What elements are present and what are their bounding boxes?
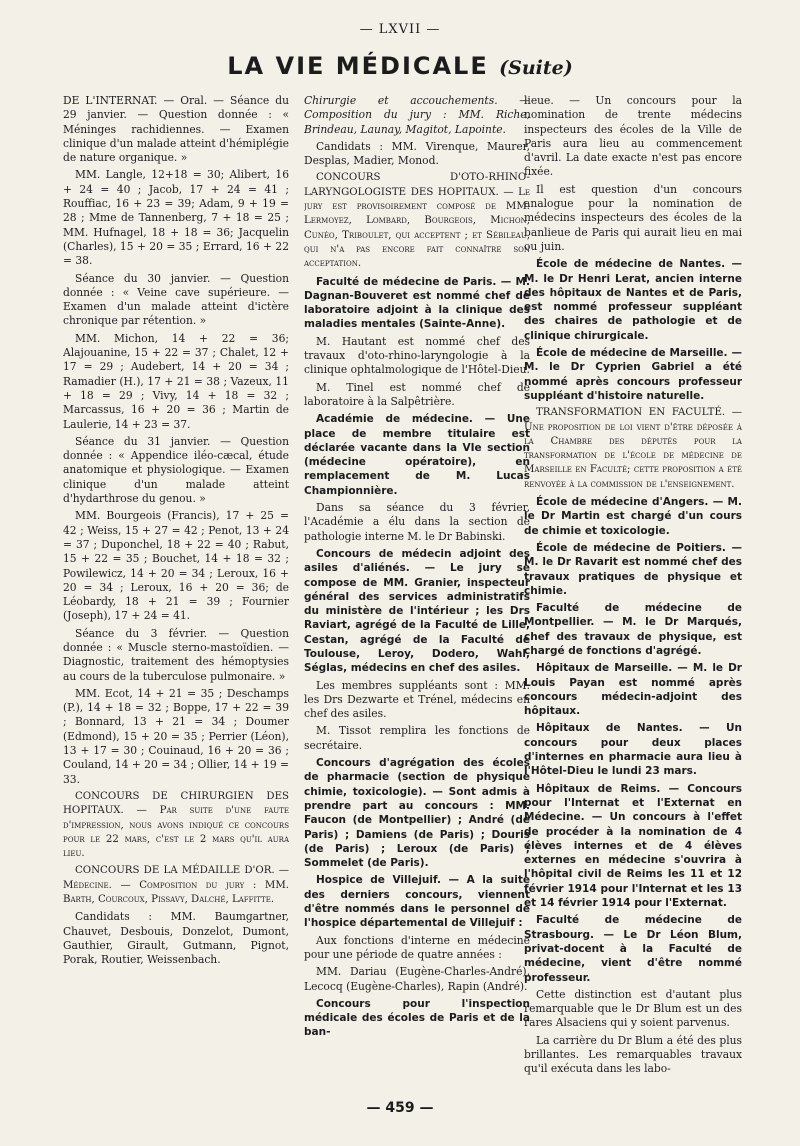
paragraph: Chirurgie et accouchements. — Composition du jury : MM. Riche, Brindeau, Launay, Magitot, Lapointe.: [304, 94, 530, 136]
paragraph: Candidats : MM. Virenque, Maurer, Desplas, Madier, Monod.: [304, 139, 530, 168]
section-paragraph: Concours pour l'inspection médicale des écoles de Paris et de la ban-: [304, 997, 530, 1039]
text-column-1: [63, 94, 289, 1090]
paragraph: DE L'INTERNAT. — Oral. — Séance du 29 janvier. — Question donnée : « Méninges rachidiennes. — Examen clinique d'un malade atteint d'hémiplégie de nature organique. »: [63, 94, 289, 165]
paragraph: Séance du 3 février. — Question donnée : « Muscle sterno-mastoïdien. — Diagnostic, traitement des hémoptysies au cours de la tuberculose pulmonaire. »: [63, 626, 289, 683]
page-number: — 459 —: [366, 1100, 434, 1116]
paragraph: MM. Bourgeois (Francis), 17 + 25 = 42 ; Weiss, 15 + 27 = 42 ; Penot, 13 + 24 = 37 ; Duponchel, 18 + 22 = 40 ; Rabut, 15 + 22 = 35 ; Bouchet, 14 + 18 = 32 ; Powilewicz, 14 + 20 = 34 ; Leroux, 16 + 20 = 34 ; Leroux, 16 + 20 = 36; de Léobardy, 18 + 21 = 39 ; Fournier (Joseph), 17 + 24 = 41.: [63, 509, 289, 623]
section-paragraph: Hôpitaux de Reims. — Concours pour l'Internat et l'Externat en Médecine. — Un concours à l'effet de procéder à la nomination de 4 élèves internes et de 4 élèves externes en médecine s'ouvrira à l'hôpital civil de Reims les 11 et 12 février 1914 pour l'Internat et les 13 et 14 février 1914 pour l'Externat.: [524, 782, 742, 910]
paragraph: lieue. — Un concours pour la nomination de trente médecins inspecteurs des écoles de la Ville de Paris aura lieu au commencement d'avril. La date exacte n'est pas encore fixée.: [524, 94, 742, 179]
paragraph: Dans sa séance du 3 février, l'Académie a élu dans la section de pathologie interne M. le Dr Babinski.: [304, 501, 530, 543]
text-column-3: [524, 94, 742, 1090]
section-paragraph: CONCOURS D'OTO-RHINO-LARYNGOLOGISTE DES HOPITAUX. — Le jury est provisoirement composé de MM. Lermoyez, Lombard, Bourgeois, Michon, Cunéo, Triboulet, qui acceptent ; et Sébileau, qui n'a pas encore fait connaître son acceptation.: [304, 172, 530, 270]
section-paragraph: École de médecine de Nantes. — M. le Dr Henri Lerat, ancien interne des hôpitaux de Nantes et de Paris, est nommé professeur suppléant des chaires de pathologie et de clinique chirurgicale.: [524, 258, 742, 342]
section-paragraph: CONCOURS DE LA MÉDAILLE D'OR. — Médecine. — Composition du jury : MM. Barth, Courcoux, Pissavy, Dalché, Laffitte.: [63, 865, 289, 906]
paragraph: Cette distinction est d'autant plus remarquable que le Dr Blum est un des rares Alsaciens qui y soient parvenus.: [524, 987, 742, 1030]
paragraph: M. Tinel est nommé chef de laboratoire à la Salpêtrière.: [304, 380, 530, 408]
section-paragraph: Concours d'agrégation des écoles de pharmacie (section de physique chimie, toxicologie). — Sont admis à prendre part au concours : MM. Faucon (de Montpellier) ; André (de Paris) ; Damiens (de Paris) ; Douris (de Paris) ; Leroux (de Paris) ; Sommelet (de Paris).: [304, 757, 530, 870]
section-paragraph: École de médecine de Marseille. — M. le Dr Cyprien Gabriel a été nommé après concours professeur suppléant d'histoire naturelle.: [524, 347, 742, 402]
paragraph: Séance du 31 janvier. — Question donnée : « Appendice iléo-cæcal, étude anatomique et physiologique. — Examen clinique d'un malade atteint d'hydarthrose du genou. »: [63, 434, 289, 506]
section-paragraph: Académie de médecine. — Une place de membre titulaire est déclarée vacante dans la VIe section (médecine opératoire), en remplacement de M. Lucas Championnière.: [304, 413, 530, 497]
paragraph: Il est question d'un concours analogue pour la nomination de médecins inspecteurs des écoles de la banlieue de Paris qui aurait lieu en mai ou juin.: [524, 182, 742, 253]
section-paragraph: Hôpitaux de Nantes. — Un concours pour deux places d'internes en pharmacie aura lieu à l'Hôtel-Dieu le lundi 23 mars.: [524, 722, 742, 778]
section-paragraph: Concours de médecin adjoint des asiles d'aliénés. — Le jury se compose de MM. Granier, inspecteur général des services administratifs du ministère de l'intérieur ; les Drs Raviart, agrégé de la Faculté de Lille, Cestan, agrégé de la Faculté de Toulouse, Leroy, Dodero, Wahl, Séglas, médecins en chef des asiles.: [304, 547, 530, 675]
paragraph: MM. Ecot, 14 + 21 = 35 ; Deschamps (P.), 14 + 18 = 32 ; Boppe, 17 + 22 = 39 ; Bonnard, 13 + 21 = 34 ; Doumer (Edmond), 15 + 20 = 35 ; Perrier (Léon), 13 + 17 = 30 ; Couinaud, 16 + 20 = 36 ; Couland, 14 + 20 = 34 ; Ollier, 14 + 19 = 33.: [63, 686, 289, 786]
section-paragraph: Hôpitaux de Marseille. — M. le Dr Louis Payan est nommé après concours médecin-adjoint des hôpitaux.: [524, 662, 742, 718]
section-paragraph: École de médecine d'Angers. — M. le Dr Martin est chargé d'un cours de chimie et toxicologie.: [524, 496, 742, 537]
journal-title: [0, 52, 800, 80]
paragraph: MM. Dariau (Eugène-Charles-André), Lecocq (Eugène-Charles), Rapin (André).: [304, 965, 530, 993]
paragraph: M. Tissot remplira les fonctions de secrétaire.: [304, 724, 530, 752]
paragraph: MM. Michon, 14 + 22 = 36; Alajouanine, 15 + 22 = 37 ; Chalet, 12 + 17 = 29 ; Audebert, 14 + 20 = 34 ; Ramadier (H.), 17 + 21 = 38 ; Vazeux, 11 + 18 = 29 ; Vivy, 14 + 18 = 32 ; Marcassus, 16 + 20 = 36 ; Martin de Laulerie, 14 + 23 = 37.: [63, 331, 289, 431]
section-paragraph: École de médecine de Poitiers. — M. le Dr Ravarit est nommé chef des travaux pratiques de physique et chimie.: [524, 541, 742, 597]
paragraph: Les membres suppléants sont : MM. les Drs Dezwarte et Trénel, médecins en chef des asiles.: [304, 678, 530, 721]
paragraph: La carrière du Dr Blum a été des plus brillantes. Les remarquables travaux qu'il exécuta dans les labo-: [524, 1033, 742, 1076]
journal-title-suite: (Suite): [499, 57, 573, 79]
section-paragraph: CONCOURS DE CHIRURGIEN DES HOPITAUX. — Par suite d'une faute d'impression, nous avons indiqué ce concours pour le 22 mars, c'est le 2 mars qu'il aura lieu.: [63, 790, 289, 860]
section-paragraph: Faculté de médecine de Paris. — M. Dagnan-Bouveret est nommé chef de laboratoire adjoint à la clinique des maladies mentales (Sainte-Anne).: [304, 275, 530, 331]
paragraph: Séance du 30 janvier. — Question donnée : « Veine cave supérieure. — Examen d'un malade atteint d'ictère chronique par rétention. »: [63, 271, 289, 328]
section-paragraph: TRANSFORMATION EN FACULTÉ. — Une proposition de loi vient d'être déposée à la Chambre des députés pour la transformation de l'école de médecine de Marseille en Faculté; cette proposition a été renvoyée à la commission de l'enseignement.: [524, 407, 742, 490]
paragraph: M. Hautant est nommé chef des travaux d'oto-rhino-laryngologie à la clinique ophtalmologique de l'Hôtel-Dieu.: [304, 334, 530, 377]
journal-title-main: LA VIE MÉDICALE: [227, 52, 489, 80]
section-paragraph: Faculté de médecine de Strasbourg. — Le Dr Léon Blum, privat-docent à la Faculté de médecine, vient d'être nommé professeur.: [524, 914, 742, 984]
paragraph: Candidats : MM. Baumgartner, Chauvet, Desbouis, Donzelot, Dumont, Gauthier, Girault, Gutmann, Pignot, Porak, Routier, Weissenbach.: [63, 910, 289, 967]
paragraph: Aux fonctions d'interne en médecine pour une période de quatre années :: [304, 933, 530, 961]
section-paragraph: Hospice de Villejuif. — A la suite des derniers concours, viennent d'être nommés dans le personnel de l'hospice départemental de Villejuif :: [304, 874, 530, 930]
text-column-2: [304, 94, 530, 1090]
section-paragraph: Faculté de médecine de Montpellier. — M. le Dr Marqués, chef des travaux de physique, est chargé de fonctions d'agrégé.: [524, 602, 742, 657]
paragraph: MM. Langle, 12+18 = 30; Alibert, 16 + 24 = 40 ; Jacob, 17 + 24 = 41 ; Rouffiac, 16 + 23 = 39; Adam, 9 + 19 = 28 ; Mme de Tannenberg, 7 + 18 = 25 ; MM. Hufnagel, 18 + 18 = 36; Jacquelin (Charles), 15 + 20 = 35 ; Errard, 16 + 22 = 38.: [63, 168, 289, 268]
roman-page-number: — LXVII —: [359, 22, 441, 37]
